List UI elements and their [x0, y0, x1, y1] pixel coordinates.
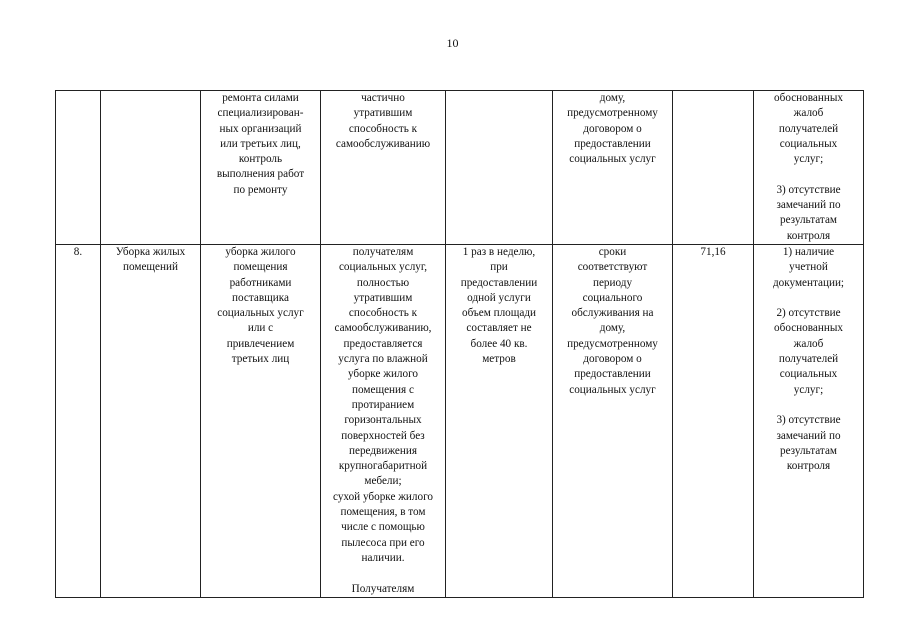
cell-line: помещения, в том: [340, 506, 426, 519]
cell-line: контроля: [786, 229, 831, 242]
cell-line: крупногабаритной: [338, 460, 428, 473]
cell-line: способность к: [348, 307, 418, 320]
cell-line: обоснованных: [774, 92, 843, 104]
cell-line: уборке жилого: [347, 368, 419, 381]
cell-line: специализирован-: [217, 107, 304, 120]
cell-line: Получателям: [351, 582, 415, 595]
cell-line: при: [490, 261, 508, 274]
cell-line: 3) отсутствие: [776, 414, 841, 427]
cell-line: [324, 566, 442, 581]
cell-line: помещения: [233, 261, 288, 274]
services-table: [55, 90, 864, 598]
cell-line: помещения с: [352, 383, 414, 396]
cell-line: предоставляется: [343, 337, 423, 350]
cell-line: 3) отсутствие: [776, 183, 841, 196]
cell-line: социальных: [779, 368, 838, 381]
cell-line: контроль: [238, 153, 283, 166]
cell-line: уборка жилого: [225, 245, 296, 258]
cell-line: 2) отсутствие: [776, 307, 841, 320]
cell-line: дому,: [599, 92, 626, 104]
cell-quality: [754, 244, 864, 597]
cell-line: социального: [582, 291, 643, 304]
cell-line: полностью: [356, 276, 410, 289]
cell-line: дому,: [599, 322, 626, 335]
cell-line: [757, 398, 860, 413]
cell-line: услуг;: [793, 383, 824, 396]
cell-line: ремонта силами: [222, 92, 299, 104]
cell-line: [757, 291, 860, 306]
cell-line: документации;: [772, 276, 845, 289]
cell-line: предусмотренному: [567, 337, 658, 350]
cell-line: пылесоса при его: [341, 536, 425, 549]
cell-line: замечаний по: [776, 429, 841, 442]
cell-line: утратившим: [353, 291, 413, 304]
cell-line: более 40 кв.: [470, 337, 528, 350]
cell-line: работниками: [229, 276, 292, 289]
cell-line: жалоб: [793, 337, 824, 350]
cell-line: помещений: [123, 261, 178, 274]
cell-line: социальных: [779, 137, 838, 150]
table-row: [56, 244, 864, 597]
cell-line: утратившим: [353, 107, 413, 120]
cell-line: результатам: [779, 444, 837, 457]
cell-line: предоставлении: [460, 276, 538, 289]
cell-line: самообслуживанию,: [334, 322, 432, 335]
cell-terms: [553, 91, 673, 245]
cell-line: 1 раз в неделю,: [462, 245, 536, 258]
cell-line: замечаний по: [776, 199, 841, 212]
cell-line: результатам: [779, 214, 837, 227]
page-number: 10: [446, 36, 459, 50]
cell-line: мебели;: [364, 475, 402, 488]
cell-line: 1) наличие: [782, 245, 835, 258]
cell-line: социальных услуг,: [338, 261, 428, 274]
cell-line: сроки: [598, 245, 627, 258]
cell-line: или третьих лиц,: [220, 137, 301, 150]
cell-line: горизонтальных: [344, 414, 422, 427]
cell-line: услуга по влажной: [338, 353, 428, 366]
cell-tariff: [673, 91, 754, 245]
cell-service-name: [101, 244, 201, 597]
cell-line: наличии.: [361, 551, 405, 564]
cell-number: [56, 91, 101, 245]
cell-line: социальных услуг: [217, 307, 304, 320]
cell-recipients: [321, 91, 446, 245]
cell-line: получателям: [352, 245, 414, 258]
cell-line: выполнения работ: [216, 168, 305, 181]
cell-line: ных организаций: [219, 122, 302, 135]
cell-line: частично: [361, 92, 405, 104]
cell-tariff: [673, 244, 754, 597]
cell-number: [56, 244, 101, 597]
cell-text: 71,16: [700, 245, 726, 258]
cell-recipients: [321, 244, 446, 597]
cell-line: учетной: [789, 261, 828, 274]
cell-quality: [754, 91, 864, 245]
cell-line: привлечением: [226, 337, 295, 350]
cell-line: социальных услуг: [569, 383, 656, 396]
cell-service-content: [201, 244, 321, 597]
cell-service-name: [101, 91, 201, 245]
cell-line: передвижения: [349, 444, 417, 457]
table-row: [56, 91, 864, 245]
cell-text: 8.: [73, 245, 83, 258]
cell-line: самообслуживанию: [335, 137, 431, 150]
cell-line: числе с помощью: [341, 521, 425, 534]
cell-line: контроля: [786, 460, 831, 473]
cell-line: жалоб: [793, 107, 824, 120]
cell-line: договором о: [583, 122, 642, 135]
cell-line: метров: [482, 353, 516, 366]
cell-line: протиранием: [351, 398, 415, 411]
cell-terms: [553, 244, 673, 597]
cell-line: предоставлении: [574, 368, 651, 381]
cell-line: сухой уборке жилого: [333, 490, 433, 503]
cell-line: объем площади: [461, 307, 537, 320]
table-body: [56, 91, 864, 598]
cell-line: социальных услуг: [569, 153, 656, 166]
cell-line: обоснованных: [774, 322, 843, 335]
cell-line: периоду: [592, 276, 633, 289]
cell-line: способность к: [348, 122, 418, 135]
cell-line: по ремонту: [233, 183, 288, 196]
cell-volume: [446, 244, 553, 597]
cell-line: или с: [247, 322, 274, 335]
cell-line: [757, 167, 860, 182]
cell-line: предусмотренному: [567, 107, 658, 120]
cell-line: третьих лиц: [231, 353, 290, 366]
cell-service-content: [201, 91, 321, 245]
cell-line: получателей: [778, 122, 839, 135]
cell-line: поверхностей без: [341, 429, 425, 442]
cell-line: составляет не: [466, 322, 532, 335]
cell-line: поставщика: [232, 291, 289, 304]
cell-line: договором о: [583, 353, 642, 366]
cell-line: услуг;: [793, 153, 824, 166]
cell-line: Уборка жилых: [115, 245, 186, 258]
cell-line: получателей: [778, 353, 839, 366]
cell-line: одной услуги: [467, 291, 531, 304]
cell-volume: [446, 91, 553, 245]
cell-line: соответствуют: [577, 261, 648, 274]
cell-line: обслуживания на: [571, 307, 654, 320]
cell-line: предоставлении: [574, 137, 651, 150]
